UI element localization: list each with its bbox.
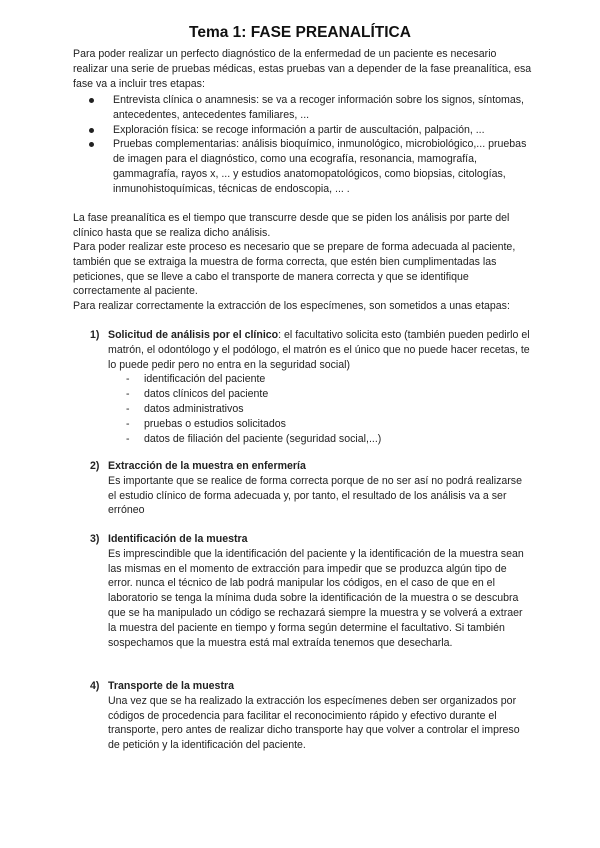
section-extraccion xyxy=(90,459,530,518)
solicitud-items xyxy=(126,372,530,446)
section-number: 2) xyxy=(90,460,100,472)
process-paragraph: Para poder realizar este proceso es necesario que se prepare de forma adecuada al paciente, también que se extraiga la muestra de forma correcta, que estén bien cumplimentadas las peticiones, que se lleve a cabo el transporte de manera correcta y que se identifique correctamente al paciente. xyxy=(73,241,516,298)
list-item: Exploración física: se recoge información a partir de auscultación, palpación, ... xyxy=(73,123,533,138)
section-number: 1) xyxy=(90,329,100,341)
section-body: Es imprescindible que la identificación del paciente y la identificación de la muestra sean las mismas en el momento de extracción para impedir que se produzca algún tipo de error. nunca el técnico de lab podrá manipular los códigos, en el caso de que en el laboratorio se tenga la mínima duda sobre la identificación de la muestra o se descubra que se ha manipulado un código se rechazará siempre la muestra y se volverá a extraer la muestra del paciente en tiempo y forma según determine el facultativo. Si también sospechamos que la muestra está mal extraída tenemos que desecharla. xyxy=(108,547,524,649)
definition-paragraph: La fase preanalítica es el tiempo que transcurre desde que se piden los análisis por parte del clínico hasta que se realiza dicho análisis. xyxy=(73,212,510,239)
list-item: Pruebas complementarias: análisis bioquímico, inmunológico, microbiológico,... pruebas de imagen para el diagnóstico, como una ecografía, resonancia, mamografía, gammagrafía, rayos x, ... y estudios anatomopatológicos, como biopsias, citologías, inmunohistoquímicas, técnicas de endoscopia, ... . xyxy=(73,137,533,196)
list-item: Entrevista clínica o anamnesis: se va a recoger información sobre los signos, síntomas, antecedentes, antecedentes familiares, ... xyxy=(73,93,533,123)
list-item: - identificación del paciente xyxy=(126,372,530,387)
page-title: Tema 1: FASE PREANALÍTICA xyxy=(189,24,411,41)
stages-list xyxy=(73,93,533,197)
section-heading: Extracción de la muestra en enfermería xyxy=(108,460,306,472)
section-number: 4) xyxy=(90,680,100,692)
section-body: : el facultativo solicita esto (también pueden pedirlo el matrón, el odontólogo y el podólogo, el matrón es el único que no puede hacer recetas, te lo puede pedir pero no entra en la seguridad social) xyxy=(108,329,530,371)
list-item: - datos administrativos xyxy=(126,402,530,417)
section-body: Es importante que se realice de forma correcta porque de no ser así no podrá realizarse el estudio clínico de forma adecuada y, por tanto, el resultado de los análisis va a ser erróneo xyxy=(108,474,522,517)
section-heading: Transporte de la muestra xyxy=(108,680,234,692)
section-transporte xyxy=(90,679,530,753)
etapas-paragraph: Para realizar correctamente la extracción de los especímenes, son sometidos a unas etapas: xyxy=(73,300,510,312)
section-heading: Identificación de la muestra xyxy=(108,533,248,545)
list-item: - datos clínicos del paciente xyxy=(126,387,530,402)
section-solicitud xyxy=(90,328,530,446)
section-heading: Solicitud de análisis por el clínico xyxy=(108,329,279,341)
list-item: - pruebas o estudios solicitados xyxy=(126,417,530,432)
section-body: Una vez que se ha realizado la extracción los especímenes deben ser organizados por códigos de procedencia para facilitar el reconocimiento rápido y efectivo durante el transporte, pero antes de realizar dicho transporte hay que volver a controlar el impreso de petición y la identificación del paciente. xyxy=(108,694,520,752)
list-item: - datos de filiación del paciente (seguridad social,...) xyxy=(126,432,530,447)
section-identificacion xyxy=(90,532,530,650)
intro-paragraph: Para poder realizar un perfecto diagnóstico de la enfermedad de un paciente es necesario realizar una serie de pruebas médicas, estas pruebas van a depender de la fase preanalítica, esa fase va a incluir tres etapas: xyxy=(73,48,532,90)
section-number: 3) xyxy=(90,533,100,545)
